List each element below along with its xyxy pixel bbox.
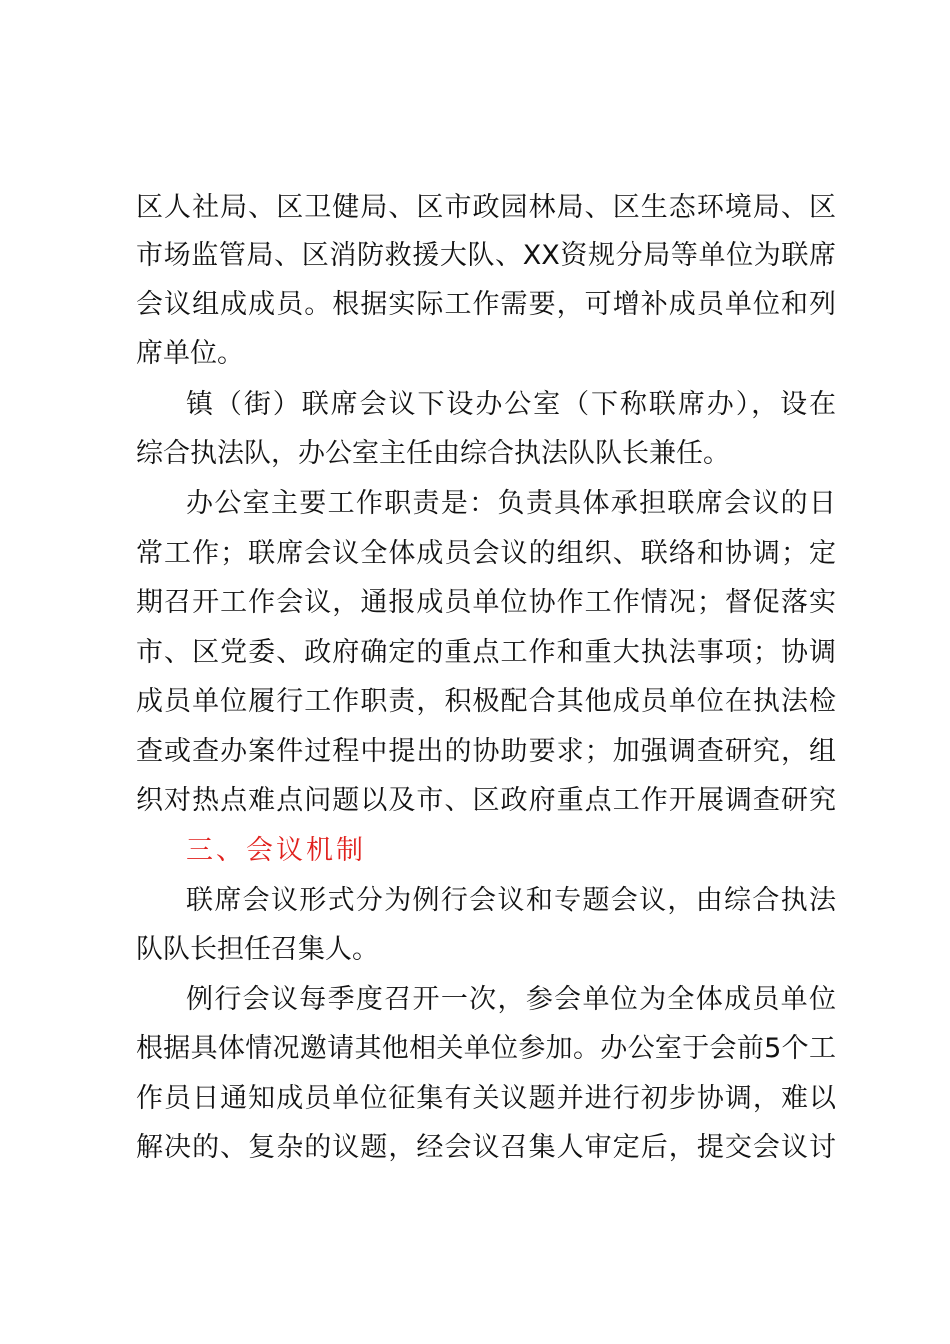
paragraph-line: 会议组成成员。根据实际工作需要，可增补成员单位和列 [136,289,836,320]
section-heading: 三、会议机制 [186,835,366,866]
paragraph-line: 镇（街）联席会议下设办公室（下称联席办），设在 [186,389,836,420]
paragraph-line: 查或查办案件过程中提出的协助要求；加强调查研究，组 [136,736,836,767]
paragraph-line: 办公室主要工作职责是：负责具体承担联席会议的日 [186,488,836,519]
paragraph-line: 市场监管局、区消防救援大队、XX资规分局等单位为联席 [136,240,836,271]
paragraph-line: 队队长担任召集人。 [136,934,379,965]
paragraph-line: 织对热点难点问题以及市、区政府重点工作开展调查研究 [136,785,836,816]
paragraph-line: 席单位。 [136,338,244,369]
paragraph-line: 市、区党委、政府确定的重点工作和重大执法事项；协调 [136,637,836,668]
paragraph-line: 联席会议形式分为例行会议和专题会议，由综合执法 [186,885,836,916]
paragraph-line: 根据具体情况邀请其他相关单位参加。办公室于会前5个工 [136,1033,836,1064]
paragraph-line: 综合执法队，办公室主任由综合执法队队长兼任。 [136,438,730,469]
paragraph-line: 期召开工作会议，通报成员单位协作工作情况；督促落实 [136,587,836,618]
paragraph-line: 作员日通知成员单位征集有关议题并进行初步协调，难以 [136,1083,836,1114]
paragraph-line: 区人社局、区卫健局、区市政园林局、区生态环境局、区 [136,192,836,223]
paragraph-line: 解决的、复杂的议题，经会议召集人审定后，提交会议讨 [136,1132,836,1163]
paragraph-line: 例行会议每季度召开一次，参会单位为全体成员单位 [186,984,836,1015]
paragraph-line: 常工作；联席会议全体成员会议的组织、联络和协调；定 [136,538,836,569]
paragraph-line: 成员单位履行工作职责，积极配合其他成员单位在执法检 [136,686,836,717]
